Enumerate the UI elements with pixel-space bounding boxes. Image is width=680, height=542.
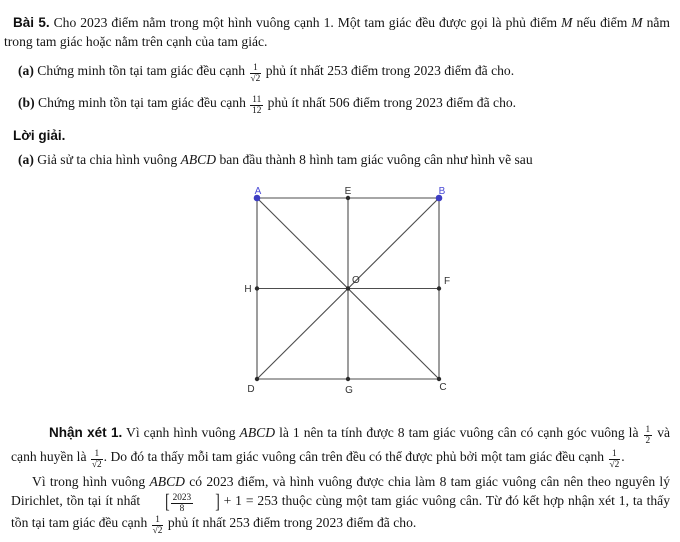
- radical-sign: √: [250, 74, 256, 84]
- final-text-2: có 2023 điểm, và hình vuông được chia làm 8 tam giác vuông cân nên theo nguyên lý Dirichlet, tồn tại ít nhất: [11, 474, 670, 508]
- solution-a-intro: [18, 150, 670, 169]
- final-text-4: phủ ít nhất 253 điểm trong 2023 điểm đã cho.: [167, 514, 417, 530]
- part-b-label: (b): [18, 95, 35, 111]
- remark-label: Nhận xét 1.: [49, 425, 123, 441]
- final-paragraph: [11, 473, 670, 536]
- label-a: A: [254, 186, 262, 198]
- label-b: B: [438, 186, 446, 198]
- problem-text-3: nằm trong tam giác hoặc nằm trên cạnh của tam giác.: [4, 15, 670, 49]
- point-g: [346, 377, 350, 381]
- remark-text-2: là 1 nên ta tính được 8 tam giác vuông cân có cạnh góc vuông là: [279, 425, 639, 441]
- part-a-label: (a): [18, 63, 34, 78]
- right-bracket: ]: [215, 490, 220, 513]
- label-c: C: [439, 382, 447, 394]
- problem-text-1: Cho 2023 điểm nằm trong một hình vuông cạnh 1. Một tam giác đều được gọi là phủ điểm: [53, 15, 558, 30]
- part-b-text-1: Chứng minh tồn tại tam giác đều cạnh: [38, 95, 246, 111]
- solution-a-label: (a): [18, 152, 34, 168]
- label-f: F: [444, 276, 451, 288]
- geometry-figure: [242, 186, 458, 398]
- solution-a-text-2: ban đầu thành 8 hình tam giác vuông cân như hình vẽ sau: [219, 152, 533, 168]
- label-g: G: [345, 385, 353, 397]
- point-o: [346, 286, 350, 290]
- label-e: E: [344, 186, 352, 198]
- remark-text-3: và cạnh huyền là: [11, 425, 671, 465]
- point-m: M: [561, 15, 573, 30]
- radical-sign: √: [609, 460, 615, 471]
- fraction-1-over-2: $\frac{1}{2}$: [645, 425, 651, 447]
- left-bracket: [: [165, 490, 170, 513]
- remark-text-1: Vì cạnh hình vuông: [126, 425, 236, 441]
- fraction-1-over-sqrt2: $\frac{1}{√2}$: [152, 514, 163, 536]
- square-abcd: ABCD: [149, 474, 185, 490]
- fraction-1-over-sqrt2: $\frac{1}{√2}$: [91, 449, 102, 471]
- final-text-3: + 1 = 253 thuộc cùng một tam giác vuông cân. Từ đó kết hợp nhận xét 1, ta thấy tồn tại tam giác đều cạnh: [11, 492, 670, 530]
- remark-text-4: . Do đó ta thấy mỗi tam giác vuông cân trên đều có thể được phủ bởi một tam giác đều cạnh: [103, 449, 605, 465]
- point-c: [437, 377, 441, 381]
- part-b-statement: [18, 93, 666, 116]
- fraction-1-over-sqrt2: $\frac{1}{√2}$: [250, 62, 261, 84]
- part-a-text-1: Chứng minh tồn tại tam giác đều cạnh: [37, 63, 246, 78]
- fraction-1-over-sqrt2: $\frac{1}{√2}$: [609, 449, 620, 471]
- part-a-text-2: phủ ít nhất 253 điểm trong 2023 điểm đã cho.: [265, 63, 515, 78]
- part-b-text-2: phủ ít nhất 506 điểm trong 2023 điểm đã cho.: [267, 95, 517, 111]
- radical-sign: √: [91, 460, 98, 471]
- square-diagram: [242, 186, 458, 398]
- remark-paragraph: [11, 422, 670, 470]
- solution-a-text-1: Giả sử ta chia hình vuông: [37, 152, 178, 168]
- label-h: H: [244, 284, 252, 296]
- fraction-11-over-12: $\frac{11}{12}$: [252, 95, 262, 117]
- label-o: O: [352, 275, 360, 287]
- fraction-2023-over-8: $\frac{2023}{8}$: [172, 492, 192, 514]
- point-f: [437, 286, 441, 290]
- final-text-1: Vì trong hình vuông: [32, 474, 146, 490]
- solution-header: Lời giải.: [13, 128, 66, 144]
- square-abcd: ABCD: [239, 425, 276, 441]
- square-abcd: ABCD: [180, 152, 217, 168]
- point-m: M: [631, 15, 643, 30]
- point-d: [255, 377, 259, 381]
- problem-text-2: nếu điểm: [576, 15, 628, 30]
- part-a-statement: [18, 61, 666, 84]
- point-h: [255, 286, 259, 290]
- problem-statement: [4, 13, 670, 51]
- problem-label: Bài 5.: [13, 15, 50, 30]
- radical-sign: √: [152, 525, 158, 536]
- remark-text-5: .: [621, 449, 625, 465]
- label-d: D: [247, 384, 255, 396]
